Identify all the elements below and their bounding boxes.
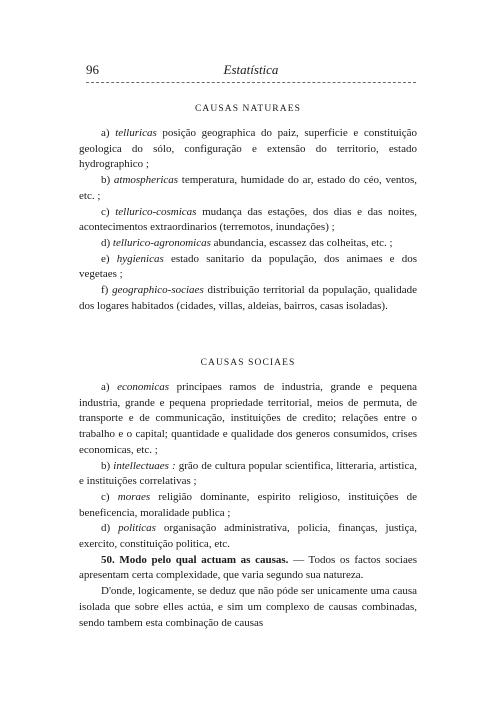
closing-paragraph: D'onde, logicamente, se deduz que não póde ser unicamente uma causa isolada que sobre elles actúa, e sim um complexo de causas combinadas, sendo tambem esta combinação de causas bbox=[79, 585, 417, 629]
item-text: grão de cultura popular scientifica, litteraria, artistica, e instituições correlativas ; bbox=[79, 459, 417, 488]
item-text: distribuição territorial da população, qualidade dos logares habitados (cidades, villas, aldeias, bairros, casas isoladas). bbox=[79, 284, 418, 312]
list-item bbox=[79, 205, 417, 236]
section-text: — Todos os factos sociaes apresentam certa complexidade, que varia segundo sua natureza. bbox=[79, 553, 418, 582]
item-text: mudança das estações, dos dias e das noites, acontecimentos extraordinarios (terremotos, inundações) ; bbox=[79, 205, 417, 234]
natural-causes-section bbox=[79, 102, 417, 116]
social-causes-list bbox=[79, 380, 417, 631]
list-item bbox=[79, 173, 417, 204]
section-number: 50. bbox=[101, 553, 115, 566]
item-text: posição geographica do paiz, superficie e constituição geologica do sólo, configuração e extensão do territorio, estado hydrographico ; bbox=[79, 127, 418, 171]
item-term: intellectuaes : bbox=[113, 459, 176, 472]
section-50-paragraph bbox=[79, 553, 417, 584]
item-term: atmosphericas bbox=[113, 174, 179, 187]
item-text: principaes ramos de industria, grande e pequena industria, grande e pequena propriedade territorial, meios de permuta, de transporte e de communicação, instituições de credito; relações entre o trabalho e o capital; quantidade e qualidade dos generos consumidos, crises economicas, etc. ; bbox=[79, 381, 418, 456]
item-term: hygienicas bbox=[116, 252, 164, 265]
running-title: Estatística bbox=[223, 62, 279, 77]
item-term: tellurico-agronomicas bbox=[112, 236, 211, 249]
item-term: politicas bbox=[118, 522, 156, 535]
item-text: temperatura, humidade do ar, estado do céo, ventos, etc. ; bbox=[79, 174, 418, 202]
list-item bbox=[79, 283, 417, 314]
item-marker: f) bbox=[101, 284, 109, 297]
social-causes-heading: CAUSAS SOCIAES bbox=[200, 358, 296, 368]
list-item bbox=[79, 521, 417, 552]
item-marker: c) bbox=[101, 205, 110, 218]
list-item bbox=[79, 236, 417, 252]
item-marker: b) bbox=[101, 459, 111, 472]
item-text: abundancia, escassez das colheitas, etc. ; bbox=[210, 236, 393, 249]
item-term: telluricas bbox=[115, 127, 157, 139]
item-text: religião dominante, espirito religioso, instituições de beneficencia, moralidade publica ; bbox=[79, 490, 418, 519]
item-marker: c) bbox=[101, 490, 110, 503]
section-title: Modo pelo qual actuam as causas. bbox=[119, 553, 289, 566]
item-marker: e) bbox=[101, 252, 110, 265]
social-causes-section bbox=[79, 356, 417, 370]
item-marker: a) bbox=[101, 381, 110, 393]
item-marker: b) bbox=[101, 174, 111, 187]
item-term: tellurico-cosmicas bbox=[115, 205, 197, 218]
list-item bbox=[79, 126, 417, 173]
item-text: estado sanitario da população, dos animaes e dos vegetaes ; bbox=[79, 252, 417, 281]
item-marker: a) bbox=[101, 127, 110, 139]
list-item bbox=[79, 380, 417, 459]
item-term: geographico-sociaes bbox=[112, 284, 204, 297]
list-item bbox=[79, 252, 417, 283]
natural-causes-heading: CAUSAS NATURAES bbox=[195, 104, 301, 114]
natural-causes-list bbox=[79, 126, 417, 314]
item-term: economicas bbox=[117, 381, 170, 393]
item-term: moraes bbox=[117, 490, 151, 503]
list-item bbox=[79, 459, 417, 490]
header-rule bbox=[86, 82, 416, 83]
list-item bbox=[79, 490, 417, 521]
item-text: organisação administrativa, policia, finanças, justiça, exercito, constituição politica, etc. bbox=[79, 522, 418, 551]
item-marker: d) bbox=[101, 522, 111, 535]
item-marker: d) bbox=[101, 236, 111, 249]
page-header bbox=[86, 62, 416, 82]
page-number: 96 bbox=[86, 62, 99, 77]
